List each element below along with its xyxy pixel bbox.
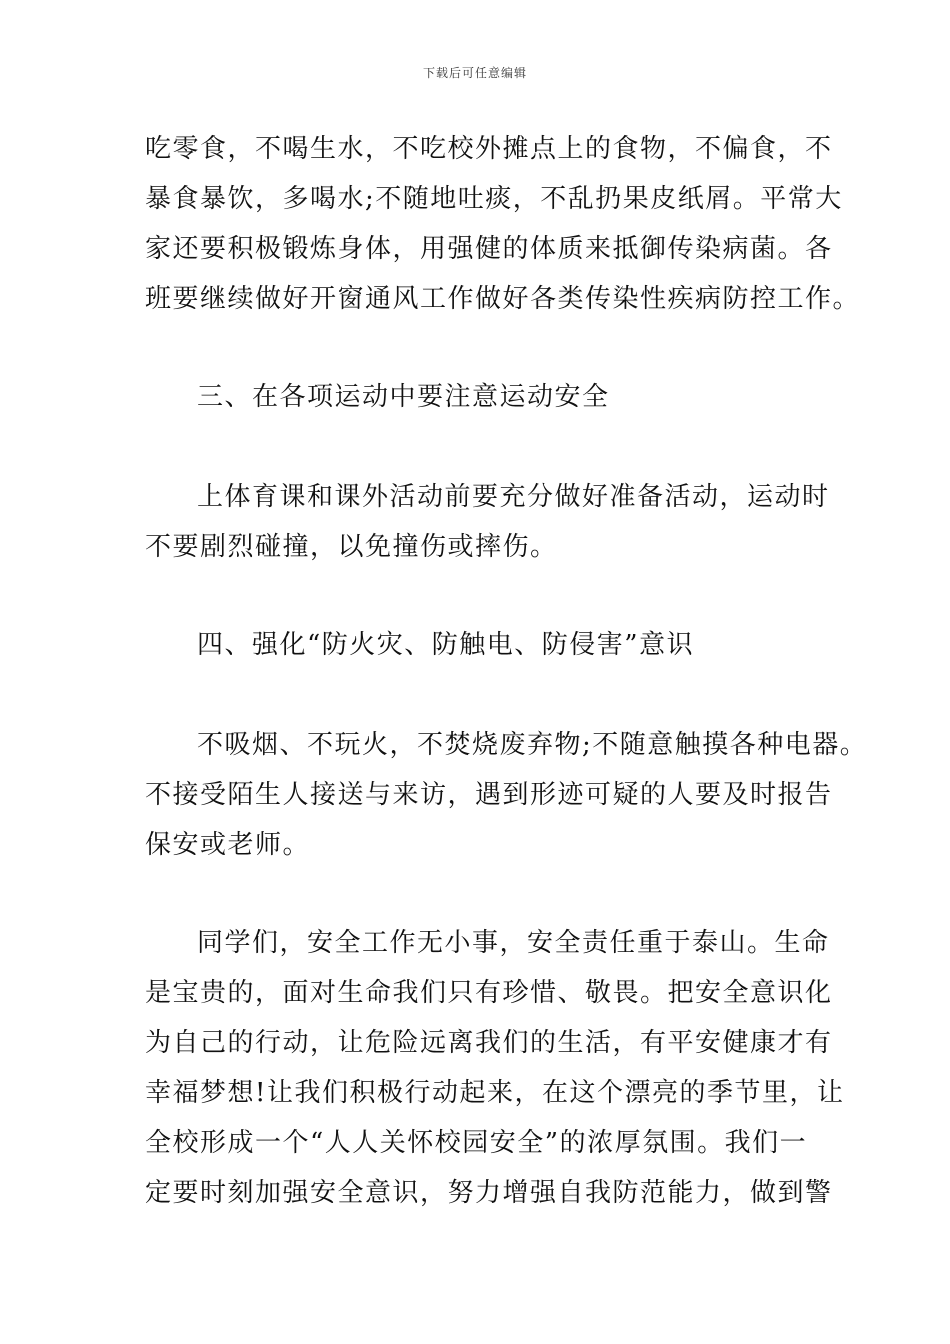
header-note: 下载后可任意编辑 xyxy=(422,66,527,80)
paragraph-hygiene xyxy=(145,124,861,324)
text-line: 保安或老师。 xyxy=(145,830,311,860)
text-line: 全校形成一个“人人关怀校园安全”的浓厚氛围。我们一 xyxy=(145,1128,808,1158)
heading-text: 四、强化“防火灾、防触电、防侵害”意识 xyxy=(197,630,695,660)
section-heading-sports-safety xyxy=(145,372,817,422)
text-line: 是宝贵的，面对生命我们只有珍惜、敬畏。把安全意识化 xyxy=(145,978,833,1008)
text-line: 班要继续做好开窗通风工作做好各类传染性疾病防控工作。 xyxy=(145,284,861,314)
paragraph-fire-safety xyxy=(145,720,868,870)
text-line: 定要时刻加强安全意识，努力增强自我防范能力，做到警 xyxy=(145,1178,833,1208)
text-line: 不接受陌生人接送与来访，遇到形迹可疑的人要及时报告 xyxy=(145,780,833,810)
text-line: 上体育课和课外活动前要充分做好准备活动，运动时 xyxy=(197,482,830,512)
paragraph-sports xyxy=(145,472,830,572)
text-line: 吃零食，不喝生水，不吃校外摊点上的食物，不偏食，不 xyxy=(145,134,833,164)
text-line: 幸福梦想!让我们积极行动起来，在这个漂亮的季节里，让 xyxy=(145,1078,845,1108)
text-line: 不要剧烈碰撞，以免撞伤或摔伤。 xyxy=(145,532,558,562)
text-line: 不吸烟、不玩火，不焚烧废弃物;不随意触摸各种电器。 xyxy=(197,730,868,760)
text-line: 暴食暴饮，多喝水;不随地吐痰，不乱扔果皮纸屑。平常大 xyxy=(145,184,843,214)
heading-text: 三、在各项运动中要注意运动安全 xyxy=(197,382,610,412)
text-line: 为自己的行动，让危险远离我们的生活，有平安健康才有 xyxy=(145,1028,833,1058)
paragraph-closing xyxy=(145,918,845,1218)
text-line: 家还要积极锻炼身体，用强健的体质来抵御传染病菌。各 xyxy=(145,234,833,264)
section-heading-fire-safety xyxy=(145,620,817,670)
text-line: 同学们，安全工作无小事，安全责任重于泰山。生命 xyxy=(197,928,830,958)
